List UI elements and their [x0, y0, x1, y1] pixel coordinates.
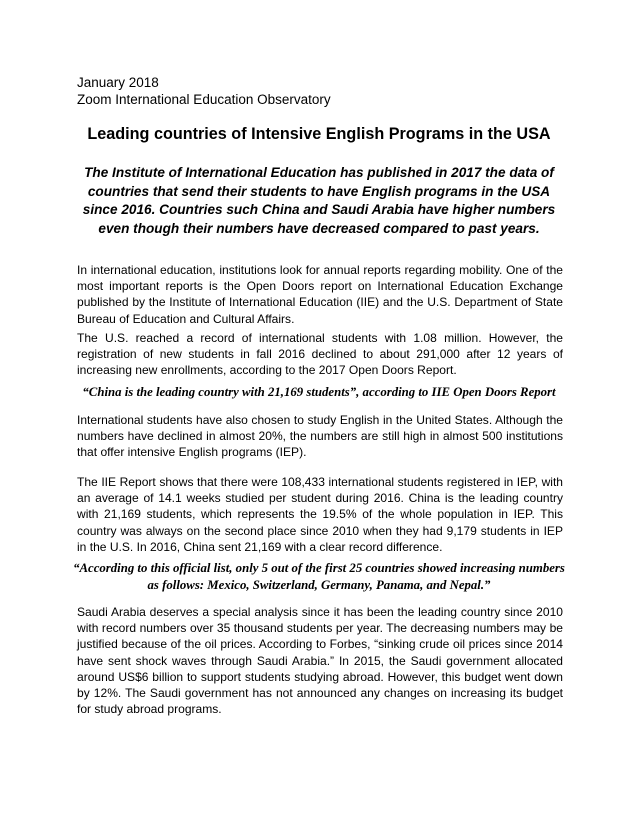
paragraph-1: In international education, institutions look for annual reports regarding mobility. One of the most important reports is the Open Doors report on International Education Exchange published by the Institute of International Education (IIE) and the U.S. Department of State Bureau of Education and Cultural Affairs.: [77, 263, 563, 326]
paragraph-5: Saudi Arabia deserves a special analysis since it has been the leading country since 2010 with record numbers over 35 thousand students per year. The decreasing numbers may be justified because of the oil prices. According to Forbes, “sinking crude oil prices since 2014 have sent shock waves through Saudi Arabia.” In 2015, the Saudi government allocated around US$6 billion to support students studying abroad. However, this budget went down by 12%. The Saudi government has not announced any changes on increasing its budget for study abroad programs.: [77, 605, 563, 717]
paragraph-3: International students have also chosen to study English in the United States. Although the numbers have declined in almost 20%, the numbers are still high in almost 500 institutions that offer intensive English programs (IEP).: [77, 413, 563, 460]
article-subtitle: The Institute of International Education has published in 2017 the data of countries that send their students to have English programs in the USA since 2016. Countries such China and Saudi Arabia have higher numbers even though their numbers have decreased compared to past years.: [82, 165, 556, 236]
document-header: [77, 74, 331, 108]
paragraph-2: The U.S. reached a record of international students with 1.08 million. However, the registration of new students in fall 2016 declined to about 291,000 after 12 years of increasing new enrollments, according to the 2017 Open Doors Report.: [77, 331, 563, 378]
pull-quote-1: “China is the leading country with 21,169 students”, according to IIE Open Doors Report: [82, 385, 556, 399]
header-organization: Zoom International Education Observatory: [77, 92, 331, 107]
article-title: Leading countries of Intensive English Programs in the USA: [87, 125, 551, 143]
header-date: January 2018: [77, 75, 159, 90]
pull-quote-2: “According to this official list, only 5 out of the first 25 countries showed increasing numbers as follows: Mexico, Switzerland, Germany, Panama, and Nepal.”: [73, 561, 565, 592]
paragraph-4: The IIE Report shows that there were 108,433 international students registered in IEP, with an average of 14.1 weeks studied per student during 2016. China is the leading country with 21,169 students, which represents the 19.5% of the whole population in IEP. This country was always on the second place since 2010 when they had 9,179 students in IEP in the U.S. In 2016, China sent 21,169 with a clear record difference.: [77, 475, 563, 554]
